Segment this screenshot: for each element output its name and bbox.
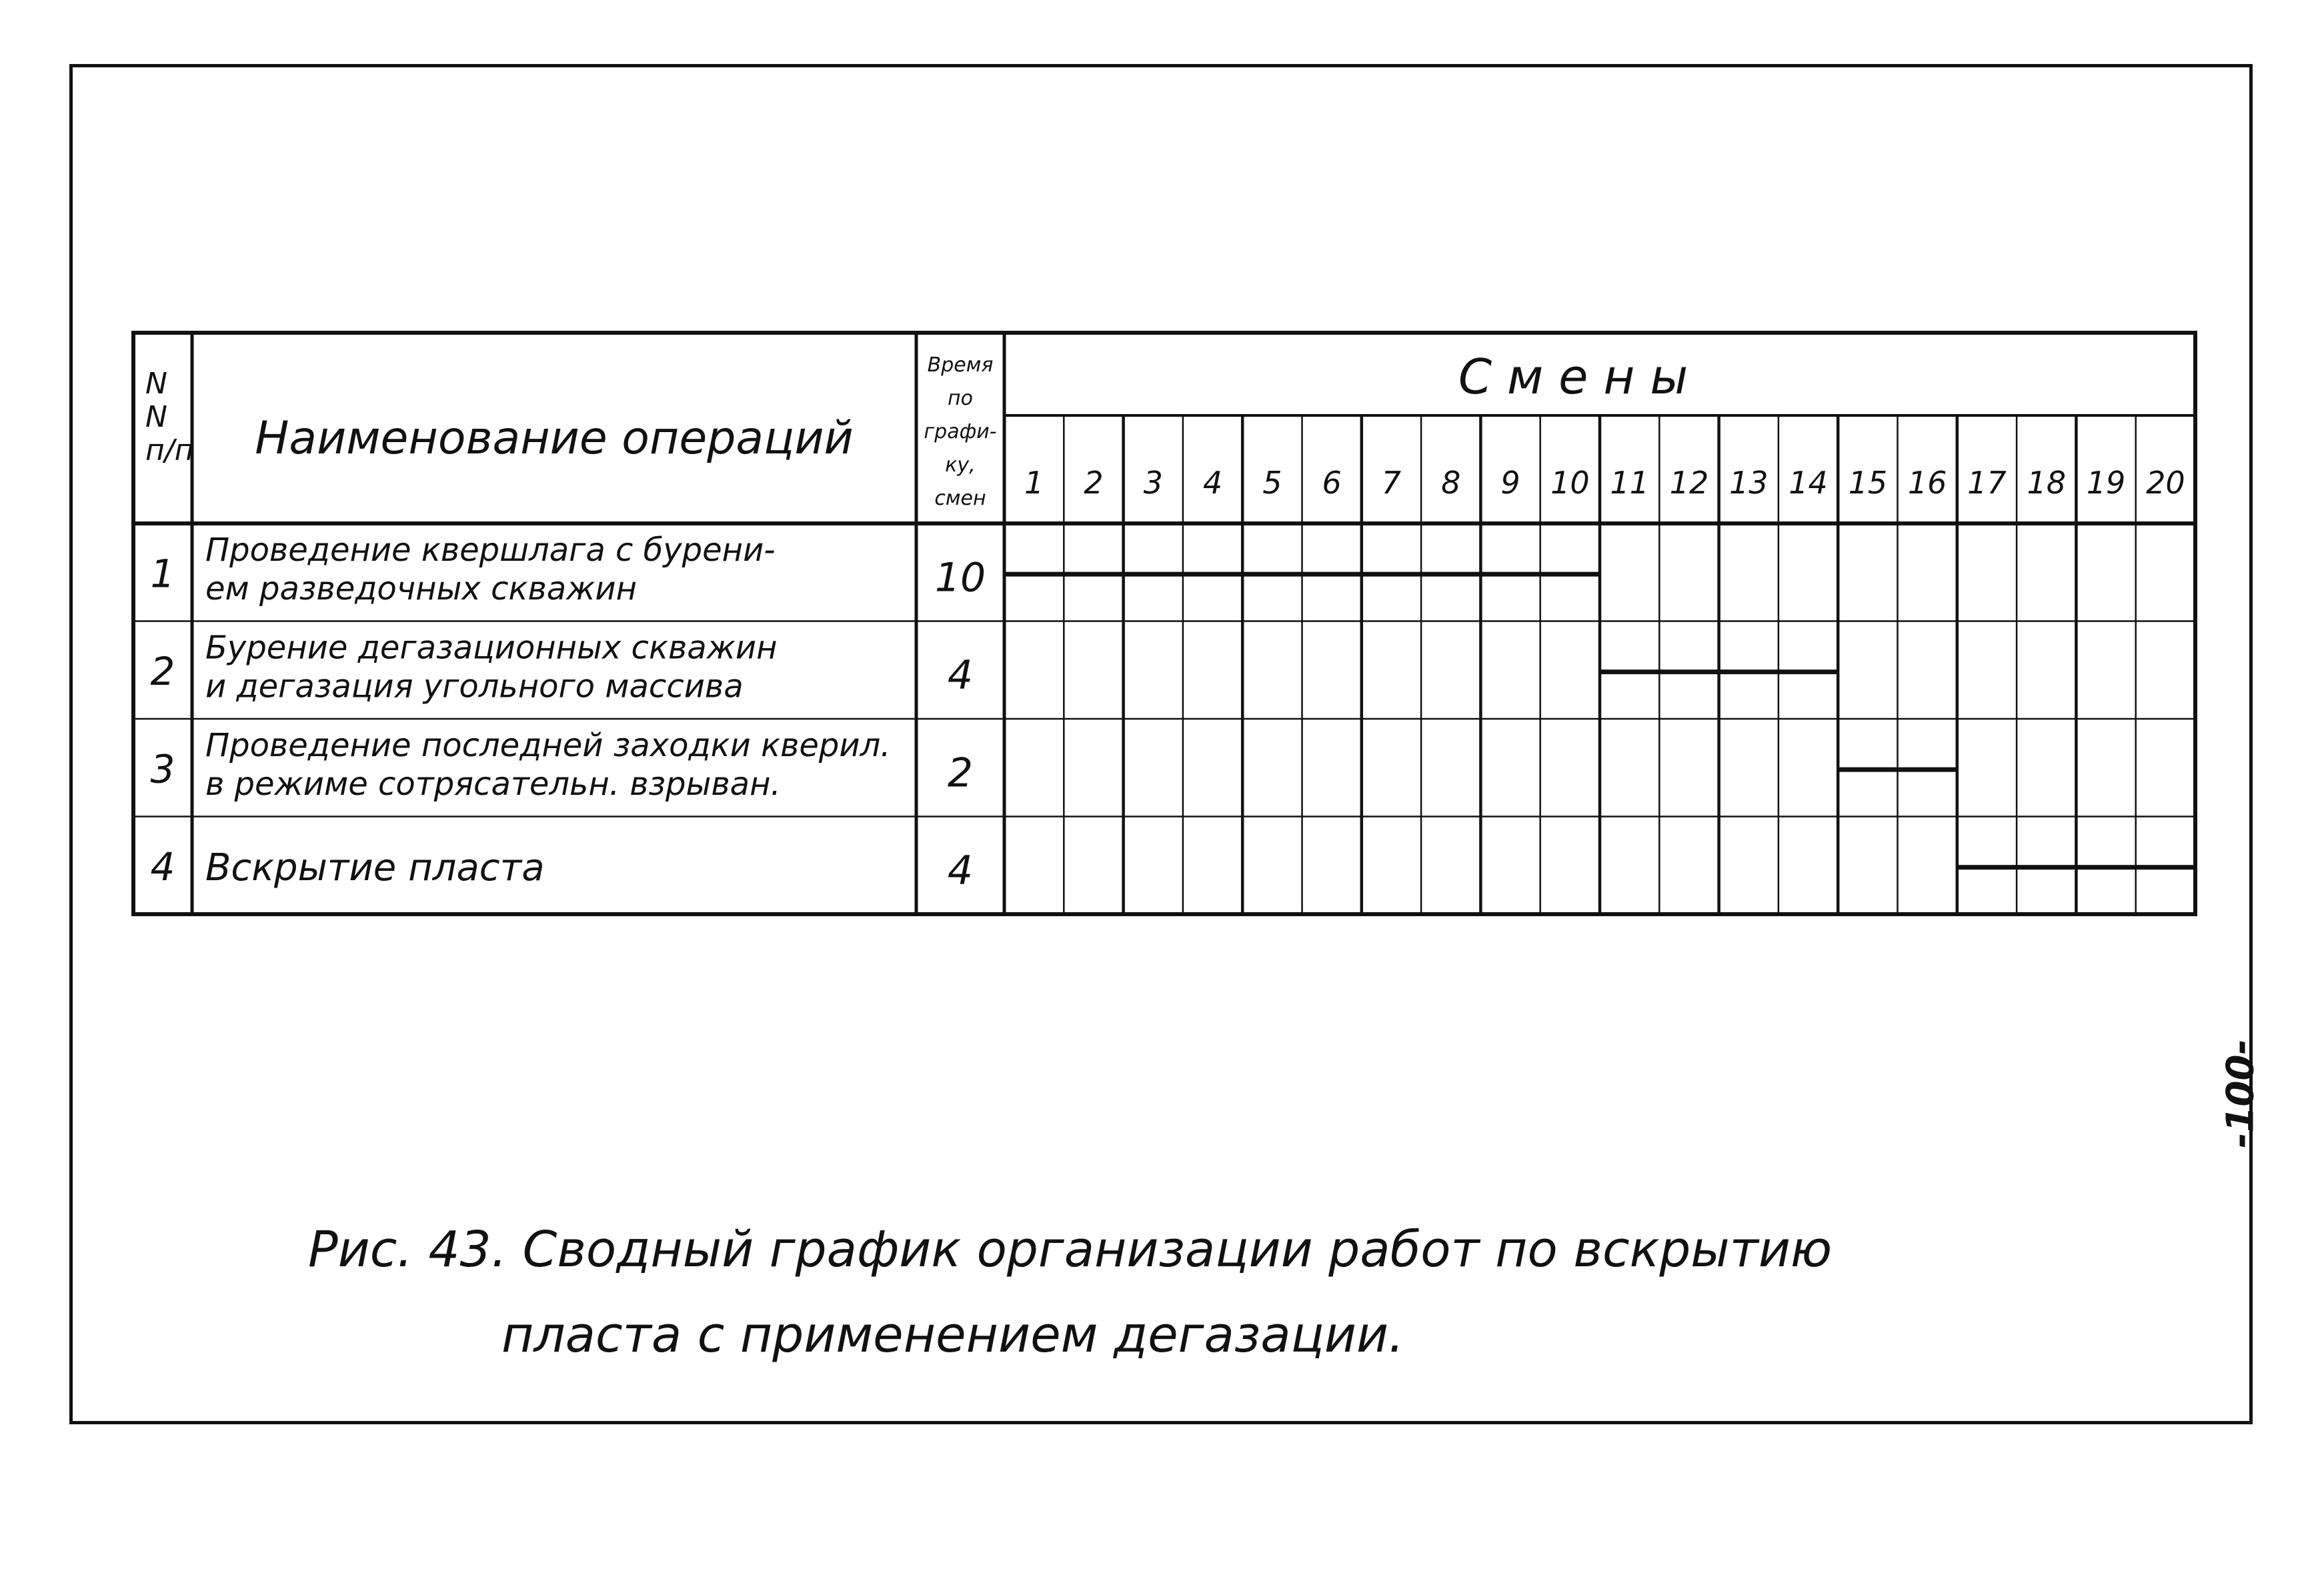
shift-number: 15 — [1848, 465, 1888, 501]
num-col-header: N — [145, 400, 167, 434]
shift-number: 3 — [1143, 465, 1163, 501]
operation-name: в режиме сотрясательн. взрыван. — [205, 765, 781, 803]
operation-name: и дегазация угольного массива — [205, 667, 744, 705]
row-number: 3 — [150, 746, 175, 792]
shift-number: 13 — [1728, 465, 1769, 501]
shift-number: 7 — [1381, 465, 1402, 501]
shift-number: 2 — [1084, 465, 1104, 501]
time-col-header: смен — [934, 487, 986, 510]
row-duration: 2 — [947, 749, 974, 797]
name-col-header: Наименование операций — [255, 412, 854, 465]
row-duration: 4 — [947, 847, 974, 894]
time-col-header: графи- — [924, 420, 997, 443]
num-col-header: п/п — [145, 433, 194, 467]
shift-number: 6 — [1322, 465, 1342, 501]
figure-caption — [308, 1207, 2042, 1378]
shift-number: 4 — [1202, 465, 1223, 501]
shift-number: 12 — [1669, 465, 1709, 501]
shift-number: 20 — [2146, 465, 2185, 501]
shift-number: 8 — [1441, 465, 1461, 501]
caption-line-2: пласта с применением дегазации. — [501, 1306, 1404, 1364]
operation-name: Бурение дегазационных скважин — [205, 629, 778, 667]
time-col-header: Время — [927, 353, 994, 377]
page-number — [2197, 1027, 2284, 1160]
shift-number: 18 — [2027, 465, 2067, 501]
row-duration: 4 — [947, 651, 974, 699]
shift-number: 10 — [1550, 465, 1590, 501]
operation-name: Проведение последней заходки кверил. — [205, 727, 891, 764]
time-col-header: ку, — [945, 453, 976, 477]
shift-number: 11 — [1610, 465, 1649, 501]
shift-number: 19 — [2086, 465, 2126, 501]
shift-number: 17 — [1967, 465, 2007, 501]
row-number: 4 — [150, 844, 175, 890]
caption-line-1: Рис. 43. Сводный график организации работ по вскрытию — [308, 1221, 1833, 1278]
page-number-text: -100- — [2219, 1039, 2263, 1148]
shift-number: 9 — [1500, 465, 1520, 501]
work-schedule-table — [131, 330, 2198, 917]
shift-number: 16 — [1907, 465, 1947, 501]
time-col-header: по — [948, 387, 973, 410]
operation-name: Проведение квершлага с бурени- — [205, 531, 776, 569]
shifts-header-title: С м е н ы — [1458, 349, 1688, 405]
row-duration: 10 — [934, 554, 986, 601]
row-number: 1 — [150, 551, 175, 597]
operation-name: Вскрытие пласта — [205, 846, 545, 890]
shift-number: 5 — [1262, 465, 1282, 501]
operation-name: ем разведочных скважин — [205, 570, 637, 607]
shift-number: 14 — [1789, 465, 1828, 501]
num-col-header: N — [145, 367, 167, 401]
shift-number: 1 — [1024, 465, 1044, 501]
row-number: 2 — [150, 648, 175, 694]
